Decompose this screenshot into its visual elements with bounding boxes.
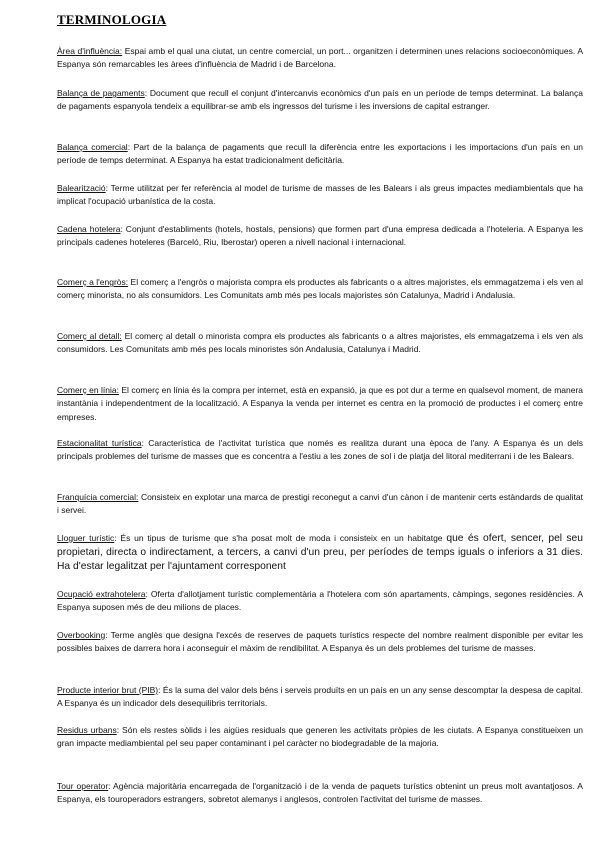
entry-definition: : Document que recull el conjunt d'intercanvis econòmics d'un país en un període de temps determinat. La balança de pagaments espanyola tendeix a equilibrar-se amb els ingressos del turisme i les inversions de capital estranger.: [57, 88, 583, 112]
entry-term: Balança de pagaments: [57, 88, 145, 98]
entry-term: Franquícia comercial:: [57, 492, 139, 502]
entry-definition: : Conjunt d'establiments (hotels, hostals, pensions) que formen part d'una empresa dedicada a l'hoteleria. A Espanya les principals cadenes hoteleres (Barceló, Riu, Iberostar) operen a nivell nacional i internacional.: [57, 224, 583, 248]
glossary-entry: [57, 491, 583, 518]
entry-definition: Consisteix en explotar una marca de prestigi reconegut a canvi d'un cànon i de mantenir certs estàndards de qualitat i servei.: [57, 492, 583, 516]
entry-definition: : És un tipus de turisme que s'ha posat molt de moda i consisteix en un habitatge: [114, 533, 447, 543]
entry-definition: El comerç a l'engròs o majorista compra els productes als fabricants o a altres majoristes, els emmagatzema i els ven al comerç minorista, no als consumidors. Les Comunitats amb més pes locals majoristes són Catalunya, Madrid i Andalusia.: [57, 277, 583, 301]
entry-term: Cadena hotelera: [57, 224, 121, 234]
glossary-entry: [57, 45, 583, 72]
entry-definition: El comerç al detall o minorista compra els productes als fabricants o a altres majoristes, els emmagatzema i els ven als consumidors. Les Comunitats amb més pes locals minoristes són Andalusia, Catalunya i Madrid.: [57, 331, 584, 355]
entry-term: Comerç a l'engròs:: [57, 277, 129, 287]
entry-term: Comerç en línia:: [57, 385, 119, 395]
entry-definition: : Terme utilitzat per fer referència al model de turisme de masses de les Balears i als greus impactes mediambientals que ha implicat l'ocupació urbanística de la costa.: [57, 183, 583, 207]
entry-term: Balearització: [57, 183, 106, 193]
entry-definition: : Terme anglès que designa l'excés de reserves de paquets turístics respecte del nombre realment disponible per evitar les possibles baixes de darrera hora i aconseguir el màxim de rendibilitat. A Espanya és un dels problemes del turisme de masses.: [57, 630, 583, 654]
glossary-entry: [57, 330, 583, 357]
entry-definition: : Oferta d'allotjament turístic complementària a l'hotelera com són apartaments, càmpings, segones residències. A Espanya suposen més de deu milions de places.: [57, 589, 583, 613]
glossary-entry: [57, 141, 583, 168]
glossary-entry: [57, 276, 583, 303]
glossary-entry: [57, 780, 583, 807]
entry-term: Producte interior brut (PIB): [57, 685, 159, 695]
entry-term: Lloguer turístic: [57, 533, 115, 543]
glossary-entry: [57, 724, 583, 751]
entry-definition: : Són els restes sòlids i les aigües residuals que generen les activitats pròpies de les ciutats. A Espanya constitueixen un gran impacte mediambiental pel seu paper contaminant i pel caràcter no biodegradable de la majoria.: [57, 725, 584, 749]
entry-term: Balança comercial: [57, 142, 128, 152]
glossary-entry: [57, 182, 583, 209]
entry-term: Estacionalitat turística: [57, 438, 142, 448]
entry-term: Residus urbans: [57, 725, 117, 735]
glossary-entry: [57, 437, 583, 464]
glossary-entry: [57, 588, 583, 615]
entry-definition: El comerç en línia és la compra per internet, està en expansió, ja que es pot dur a terme en qualsevol moment, de manera instantània i independentment de la localització. A Espanya la venda per internet es centra en la promoció de productes i el comerç entre empreses.: [57, 385, 584, 422]
entry-term: Tour operator: [57, 781, 109, 791]
glossary-entry: [57, 629, 583, 656]
glossary-entry: [57, 532, 583, 573]
entry-term: Overbooking: [57, 630, 106, 640]
entry-term: Comerç al detall:: [57, 331, 122, 341]
entry-definition-continued: que és ofert, sencer, pel seu propietari, directa o indirectament, a tercers, a canvi d'un preu, per períodes de temps iguals o inferiors a 31 dies. Ha d'estar legalitzat per l'ajuntament corresponent: [57, 533, 584, 572]
glossary-entry: [57, 223, 583, 250]
entry-term: Ocupació extrahotelera: [57, 589, 146, 599]
page-title: TERMINOLOGIA: [57, 12, 167, 27]
entry-definition: : Agència majoritària encarregada de l'organització i de la venda de paquets turístics obtenint un preus molt avantatjosos. A Espanya, els touroperadors estrangers, sobretot alemanys i anglesos, controlen l'activitat del turisme de masses.: [57, 781, 583, 805]
glossary-entry: [57, 684, 583, 711]
entry-definition: Espai amb el qual una ciutat, un centre comercial, un port... organitzen i determinen unes relacions socioeconòmiques. A Espanya són remarcables les àrees d'influència de Madrid i de Barcelona.: [57, 46, 583, 70]
entry-definition: : Característica de l'activitat turística que només es realitza durant una època de l'any. A Espanya és un dels principals problemes del turisme de masses que es concentra a l'estiu a les zones de sol i de platja del litoral mediterrani i de les Balears.: [57, 438, 583, 462]
glossary-entry: [57, 384, 583, 424]
entry-term: Àrea d'influència:: [57, 46, 123, 56]
entry-definition: : És la suma del valor dels béns i serveis produïts en un país en un any sense descomptar la despesa de capital. A Espanya és un indicador dels desequilibris territorials.: [57, 685, 583, 709]
glossary-entry: [57, 87, 583, 114]
entry-definition: : Part de la balança de pagaments que recull la diferència entre les exportacions i les importacions d'un país en un període de temps determinat. A Espanya ha estat tradicionalment deficitària.: [57, 142, 583, 166]
